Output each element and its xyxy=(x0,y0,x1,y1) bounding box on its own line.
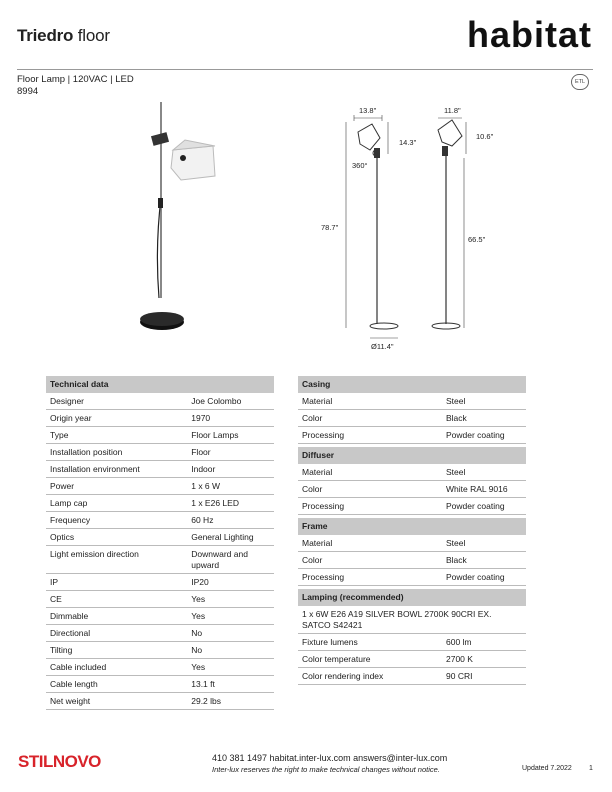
spec-label: CE xyxy=(46,591,187,608)
spec-label: Tilting xyxy=(46,642,187,659)
lamping-note xyxy=(298,606,526,634)
spec-value: Steel xyxy=(442,535,526,552)
table-row xyxy=(46,529,274,546)
spec-value: White RAL 9016 xyxy=(442,481,526,498)
section-header xyxy=(46,376,274,393)
spec-value: 600 lm xyxy=(442,634,526,651)
spec-label: Installation environment xyxy=(46,461,187,478)
spec-label: Frame xyxy=(298,518,526,535)
table-row xyxy=(298,427,526,444)
title-bold: Triedro xyxy=(17,26,74,45)
spec-label: Frequency xyxy=(46,512,187,529)
table-row xyxy=(46,478,274,495)
spec-value: Yes xyxy=(187,659,274,676)
spec-value: General Lighting xyxy=(187,529,274,546)
spec-label: Color rendering index xyxy=(298,668,442,685)
table-row xyxy=(298,498,526,515)
spec-value: 60 Hz xyxy=(187,512,274,529)
spec-value: 29.2 lbs xyxy=(187,693,274,710)
product-sku: 8994 xyxy=(17,86,39,97)
section-header xyxy=(298,376,526,393)
spec-value: Powder coating xyxy=(442,498,526,515)
spec-label: Type xyxy=(46,427,187,444)
spec-label: Diffuser xyxy=(298,447,526,464)
table-row xyxy=(46,642,274,659)
technical-data-table xyxy=(46,376,274,710)
spec-value: Floor Lamps xyxy=(187,427,274,444)
table-row xyxy=(298,410,526,427)
dim-rotation: 360° xyxy=(352,161,368,170)
spec-value: 2700 K xyxy=(442,651,526,668)
spec-label: Lamp cap xyxy=(46,495,187,512)
table-row xyxy=(46,693,274,710)
spec-label: Designer xyxy=(46,393,187,410)
spec-label: Lamping (recommended) xyxy=(298,589,526,606)
spec-value: Black xyxy=(442,552,526,569)
spec-label: Cable included xyxy=(46,659,187,676)
spec-label: Color xyxy=(298,481,442,498)
product-photo xyxy=(125,98,225,338)
spec-value: Steel xyxy=(442,393,526,410)
spec-value: Downward and upward xyxy=(187,546,274,574)
spec-value: 1970 xyxy=(187,410,274,427)
spec-label: Directional xyxy=(46,625,187,642)
table-row xyxy=(46,546,274,574)
table-row xyxy=(46,512,274,529)
spec-label: Power xyxy=(46,478,187,495)
spec-label: Installation position xyxy=(46,444,187,461)
etl-cert-icon: ETL xyxy=(571,74,589,90)
product-title xyxy=(17,26,110,46)
spec-value: Powder coating xyxy=(442,427,526,444)
spec-label: Technical data xyxy=(46,376,274,393)
spec-label: Material xyxy=(298,464,442,481)
title-rest: floor xyxy=(73,26,110,45)
spec-value: 1 x 6 W xyxy=(187,478,274,495)
spec-label: Color xyxy=(298,410,442,427)
spec-label: Color temperature xyxy=(298,651,442,668)
dim-head-height-b: 10.6" xyxy=(476,132,494,141)
spec-label: Color xyxy=(298,552,442,569)
spec-value: Floor xyxy=(187,444,274,461)
spec-label: Fixture lumens xyxy=(298,634,442,651)
spec-label: Processing xyxy=(298,498,442,515)
section-header xyxy=(298,518,526,535)
table-row xyxy=(298,393,526,410)
spec-label: 1 x 6W E26 A19 SILVER BOWL 2700K 90CRI EX. SATCO S42421 xyxy=(298,606,526,634)
dim-base-diameter: Ø11.4" xyxy=(371,342,394,351)
table-row xyxy=(46,444,274,461)
dim-head-height-a: 14.3" xyxy=(399,138,417,147)
footer-contact: 410 381 1497 habitat.inter-lux.com answers@inter-lux.com xyxy=(212,753,448,763)
materials-table xyxy=(298,376,526,685)
dim-width-a: 13.8" xyxy=(359,106,377,115)
spec-label: Origin year xyxy=(46,410,187,427)
spec-value: 13.1 ft xyxy=(187,676,274,693)
table-row xyxy=(46,410,274,427)
spec-value: No xyxy=(187,625,274,642)
spec-value: IP20 xyxy=(187,574,274,591)
spec-label: Casing xyxy=(298,376,526,393)
table-row xyxy=(298,464,526,481)
table-row xyxy=(46,625,274,642)
spec-label: Dimmable xyxy=(46,608,187,625)
dim-width-b: 11.8" xyxy=(444,106,461,115)
spec-value: Steel xyxy=(442,464,526,481)
table-row xyxy=(298,552,526,569)
spec-value: Powder coating xyxy=(442,569,526,586)
product-subtitle: Floor Lamp | 120VAC | LED xyxy=(17,74,134,85)
spec-label: Material xyxy=(298,535,442,552)
table-row xyxy=(46,676,274,693)
table-row xyxy=(46,495,274,512)
spec-value: Yes xyxy=(187,591,274,608)
spec-label: Light emission direction xyxy=(46,546,187,574)
stilnovo-logo: STILNOVO xyxy=(18,752,101,771)
spec-label: Processing xyxy=(298,427,442,444)
footer-disclaimer: Inter-lux reserves the right to make technical changes without notice. xyxy=(212,765,440,774)
spec-value: Joe Colombo xyxy=(187,393,274,410)
table-row xyxy=(298,634,526,651)
updated-date: Updated 7.2022 xyxy=(522,765,572,772)
spec-label: Material xyxy=(298,393,442,410)
spec-value: 1 x E26 LED xyxy=(187,495,274,512)
table-row xyxy=(46,393,274,410)
spec-label: Net weight xyxy=(46,693,187,710)
header-divider xyxy=(17,69,593,70)
table-row xyxy=(46,659,274,676)
page-number: 1 xyxy=(589,765,593,772)
table-row xyxy=(46,427,274,444)
spec-label: Optics xyxy=(46,529,187,546)
spec-label: IP xyxy=(46,574,187,591)
table-row xyxy=(298,535,526,552)
table-row xyxy=(298,651,526,668)
spec-value: Indoor xyxy=(187,461,274,478)
table-row xyxy=(298,569,526,586)
table-row xyxy=(46,591,274,608)
spec-value: Yes xyxy=(187,608,274,625)
table-row xyxy=(46,608,274,625)
spec-value: No xyxy=(187,642,274,659)
brand-logo: habitat xyxy=(466,14,592,55)
spec-value: Black xyxy=(442,410,526,427)
spec-label: Processing xyxy=(298,569,442,586)
spec-label: Cable length xyxy=(46,676,187,693)
table-row xyxy=(46,461,274,478)
table-row xyxy=(298,668,526,685)
spec-value: 90 CRI xyxy=(442,668,526,685)
dim-total-height: 78.7" xyxy=(321,223,339,232)
section-header xyxy=(298,589,526,606)
section-header xyxy=(298,447,526,464)
table-row xyxy=(298,481,526,498)
table-row xyxy=(46,574,274,591)
dim-min-height: 66.5" xyxy=(468,235,486,244)
